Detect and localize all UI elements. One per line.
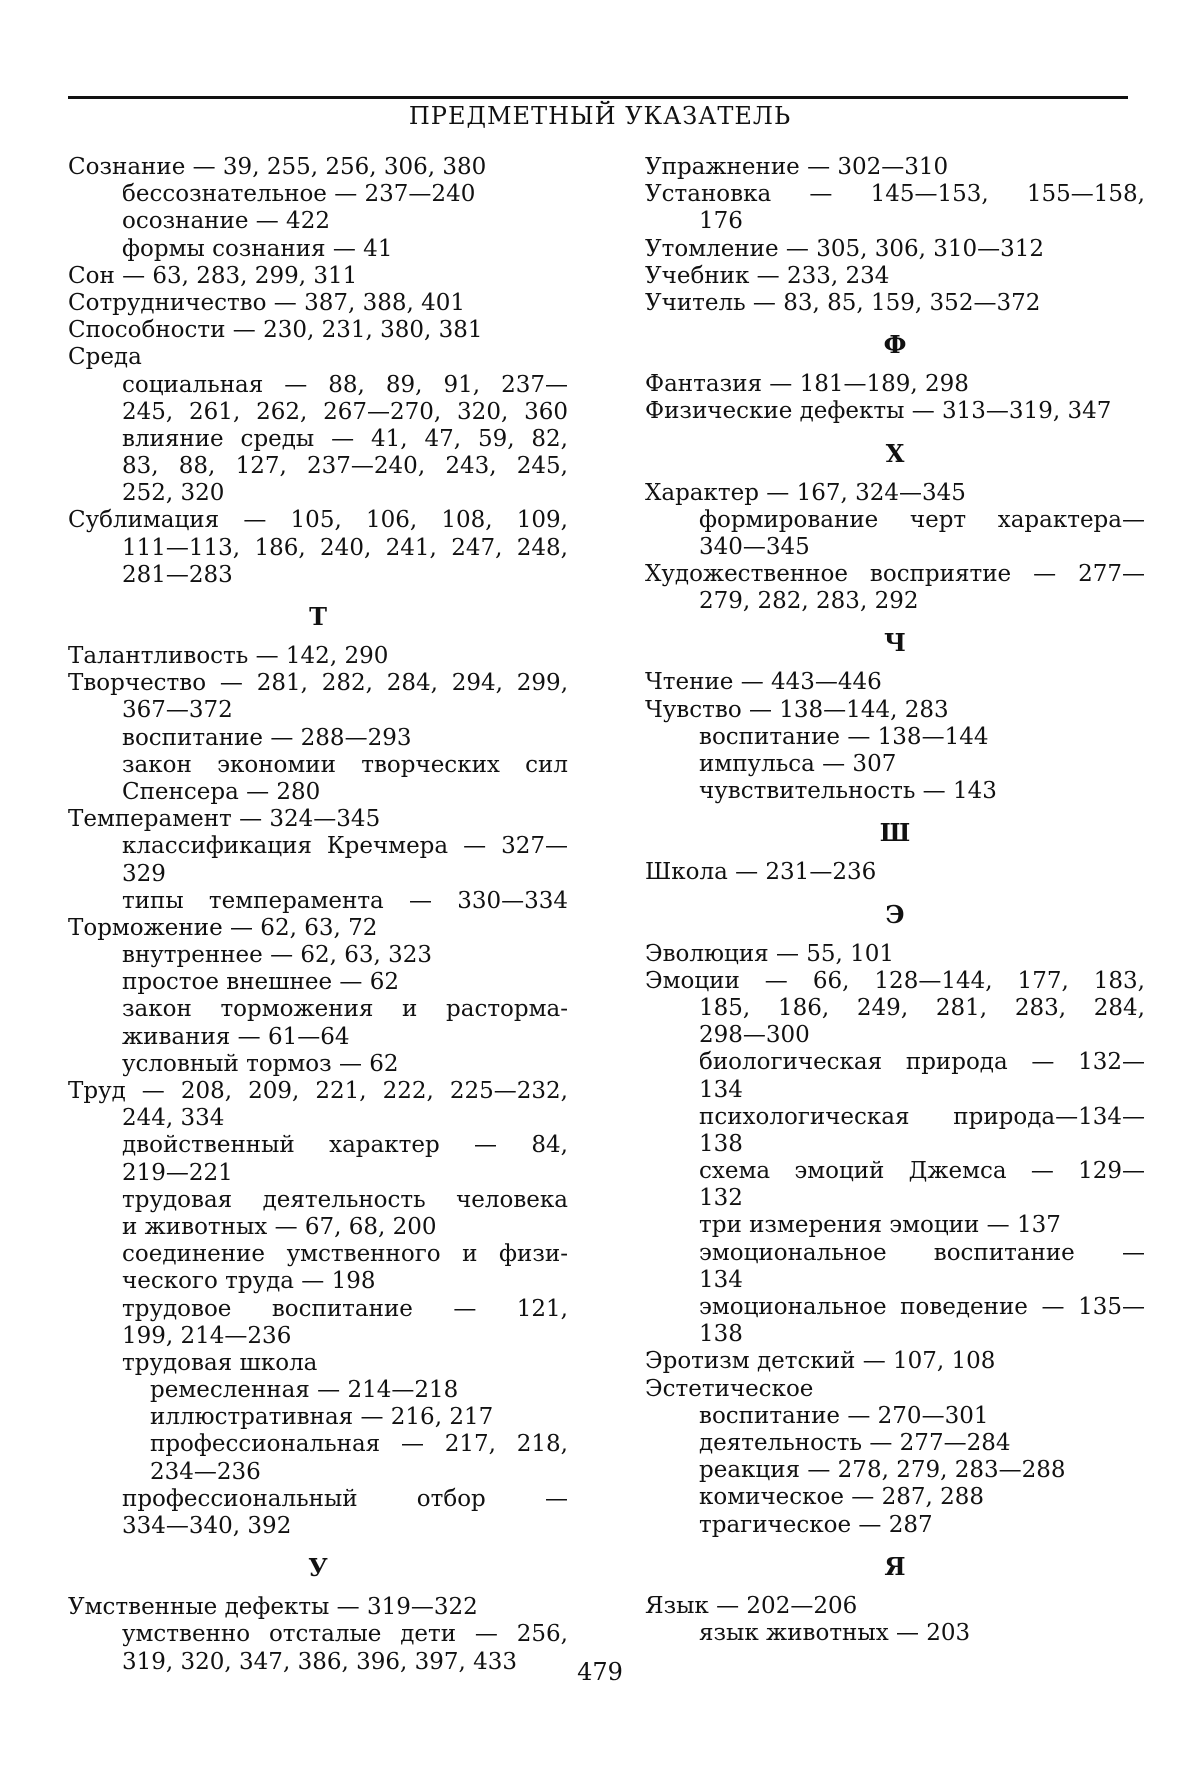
index-subentry: 185, 186, 249, 281, 283, 284, <box>699 994 1145 1021</box>
index-entry: Эротизм детский — 107, 108 <box>645 1348 996 1375</box>
index-entry: Эволюция — 55, 101 <box>645 940 895 967</box>
index-subentry: профессиональный отбор — <box>122 1485 568 1512</box>
index-subentry: воспитание — 270—301 <box>699 1402 989 1429</box>
index-subentry: влияние среды — 41, 47, 59, 82, <box>122 425 568 452</box>
index-subentry: трудовое воспитание — 121, <box>122 1295 568 1322</box>
index-entry: Сотрудничество — 387, 388, 401 <box>68 289 466 316</box>
index-entry: Язык — 202—206 <box>645 1592 858 1619</box>
index-subentry: биологическая природа — 132— <box>699 1049 1145 1076</box>
index-subentry: классификация Кречмера — 327— <box>122 833 568 860</box>
index-subentry: схема эмоций Джемса — 129— <box>699 1158 1145 1185</box>
index-entry: Фантазия — 181—189, 298 <box>645 371 969 398</box>
index-subentry: 279, 282, 283, 292 <box>699 588 919 615</box>
index-entry: Талантливость — 142, 290 <box>68 643 389 669</box>
index-subentry: социальная — 88, 89, 91, 237— <box>122 371 568 398</box>
index-subentry: 111—113, 186, 240, 241, 247, 248, <box>122 534 568 561</box>
index-subentry: бессознательное — 237—240 <box>122 181 476 208</box>
index-subentry: реакция — 278, 279, 283—288 <box>699 1457 1066 1484</box>
index-subentry: осознание — 422 <box>122 208 330 235</box>
index-subentry: 199, 214—236 <box>122 1322 292 1349</box>
index-entry: Эстетическое <box>645 1375 814 1402</box>
index-letter-heading: Т <box>309 602 327 631</box>
index-subentry: трудовая деятельность человека <box>122 1186 568 1213</box>
index-entry: Установка — 145—153, 155—158, <box>645 181 1145 208</box>
index-subentry: язык животных — 203 <box>699 1619 971 1646</box>
index-subentry: закон торможения и расторма- <box>122 996 568 1023</box>
index-entry: Умственные дефекты — 319—322 <box>68 1594 478 1621</box>
index-entry: Утомление — 305, 306, 310—312 <box>645 235 1045 262</box>
index-subentry: 252, 320 <box>122 480 225 507</box>
index-subentry: ческого труда — 198 <box>122 1268 376 1295</box>
index-entry: Чувство — 138—144, 283 <box>645 696 949 723</box>
index-entry: Характер — 167, 324—345 <box>645 479 966 506</box>
index-entry: Учитель — 83, 85, 159, 352—372 <box>645 289 1041 316</box>
index-subentry: 234—236 <box>150 1458 261 1485</box>
index-entry: Физические дефекты — 313—319, 347 <box>645 398 1112 425</box>
index-subentry: умственно отсталые дети — 256, <box>122 1621 568 1648</box>
index-entry: Сознание — 39, 255, 256, 306, 380 <box>68 154 487 180</box>
header-rule <box>68 96 1128 99</box>
index-subentry: 138 <box>699 1130 743 1157</box>
index-subentry: психологическая природа—134— <box>699 1103 1145 1130</box>
index-letter-heading: Э <box>885 899 905 929</box>
index-subentry: 134 <box>699 1076 743 1103</box>
index-entry: Торможение — 62, 63, 72 <box>68 914 378 941</box>
index-letter-heading: Х <box>885 438 905 468</box>
index-subentry: ремесленная — 214—218 <box>150 1377 459 1404</box>
index-entry: Среда <box>68 344 142 371</box>
index-subentry: и животных — 67, 68, 200 <box>122 1213 437 1240</box>
index-subentry: 219—221 <box>122 1159 233 1186</box>
index-entry: Художественное восприятие — 277— <box>645 561 1145 588</box>
index-subentry: три измерения эмоции — 137 <box>699 1212 1061 1239</box>
index-subentry: 319, 320, 347, 386, 396, 397, 433 <box>122 1648 518 1675</box>
index-subentry: трагическое — 287 <box>699 1511 933 1538</box>
index-letter-heading: Ч <box>884 628 906 658</box>
index-subentry: 245, 261, 262, 267—270, 320, 360 <box>122 398 568 425</box>
index-subentry: иллюстративная — 216, 217 <box>150 1404 494 1431</box>
index-subentry: комическое — 287, 288 <box>699 1484 985 1511</box>
index-subentry: чувствительность — 143 <box>699 778 997 805</box>
index-subentry: воспитание — 288—293 <box>122 724 412 751</box>
index-subentry: деятельность — 277—284 <box>699 1429 1011 1456</box>
page-number: 479 <box>577 1658 623 1686</box>
page-heading: ПРЕДМЕТНЫЙ УКАЗАТЕЛЬ <box>408 102 792 130</box>
index-subentry: трудовая школа <box>122 1349 318 1376</box>
index-column-left <box>68 154 568 1676</box>
index-subentry: внутреннее — 62, 63, 323 <box>122 942 433 969</box>
index-entry: Темперамент — 324—345 <box>68 806 381 833</box>
index-subentry: 329 <box>122 860 166 887</box>
index-subentry: Спенсера — 280 <box>122 778 321 805</box>
index-subentry: 334—340, 392 <box>122 1513 292 1539</box>
index-column-right <box>645 154 1145 1647</box>
index-subentry: эмоциональное воспитание — <box>699 1239 1145 1266</box>
index-letter-heading: Ф <box>883 330 907 360</box>
index-subentry: 134 <box>699 1266 743 1293</box>
index-letter-heading: Ш <box>879 818 911 848</box>
index-subentry: формирование черт характера— <box>699 506 1145 533</box>
index-subentry: 244, 334 <box>122 1105 225 1132</box>
index-subentry: профессиональная — 217, 218, <box>150 1431 568 1458</box>
index-entry: Творчество — 281, 282, 284, 294, 299, <box>68 670 568 697</box>
index-subentry: формы сознания — 41 <box>122 235 393 262</box>
index-entry: Сон — 63, 283, 299, 311 <box>68 262 358 289</box>
index-subentry: 298—300 <box>699 1022 810 1049</box>
index-subentry: условный тормоз — 62 <box>122 1050 399 1077</box>
index-subentry: 132 <box>699 1185 743 1212</box>
index-entry: Эмоции — 66, 128—144, 177, 183, <box>645 967 1145 994</box>
index-entry: Способности — 230, 231, 380, 381 <box>68 317 483 344</box>
index-entry: Школа — 231—236 <box>645 859 877 886</box>
index-entry: Упражнение — 302—310 <box>645 154 949 180</box>
index-subentry: 138 <box>699 1321 743 1348</box>
index-entry: Чтение — 443—446 <box>645 669 882 696</box>
index-entry: Труд — 208, 209, 221, 222, 225—232, <box>68 1078 568 1104</box>
index-letter-heading: У <box>308 1553 328 1583</box>
index-subentry: 367—372 <box>122 697 233 724</box>
index-subentry: 83, 88, 127, 237—240, 243, 245, <box>122 453 568 480</box>
index-subentry: эмоциональное поведение — 135— <box>699 1294 1145 1320</box>
index-subentry: простое внешнее — 62 <box>122 969 399 996</box>
index-subentry: двойственный характер — 84, <box>122 1132 568 1159</box>
index-subentry: воспитание — 138—144 <box>699 723 989 750</box>
index-letter-heading: Я <box>884 1551 906 1581</box>
index-subentry: живания — 61—64 <box>122 1023 350 1050</box>
index-entry: Учебник — 233, 234 <box>645 262 890 289</box>
index-subentry: закон экономии творческих сил <box>122 751 568 778</box>
index-subentry: 281—283 <box>122 561 233 588</box>
index-subentry: соединение умственного и физи- <box>122 1241 568 1268</box>
index-subentry: 340—345 <box>699 533 810 560</box>
index-subentry: импульса — 307 <box>699 751 897 777</box>
index-subentry: типы темперамента — 330—334 <box>122 887 568 914</box>
index-subentry: 176 <box>699 208 743 235</box>
index-entry: Сублимация — 105, 106, 108, 109, <box>68 507 568 534</box>
